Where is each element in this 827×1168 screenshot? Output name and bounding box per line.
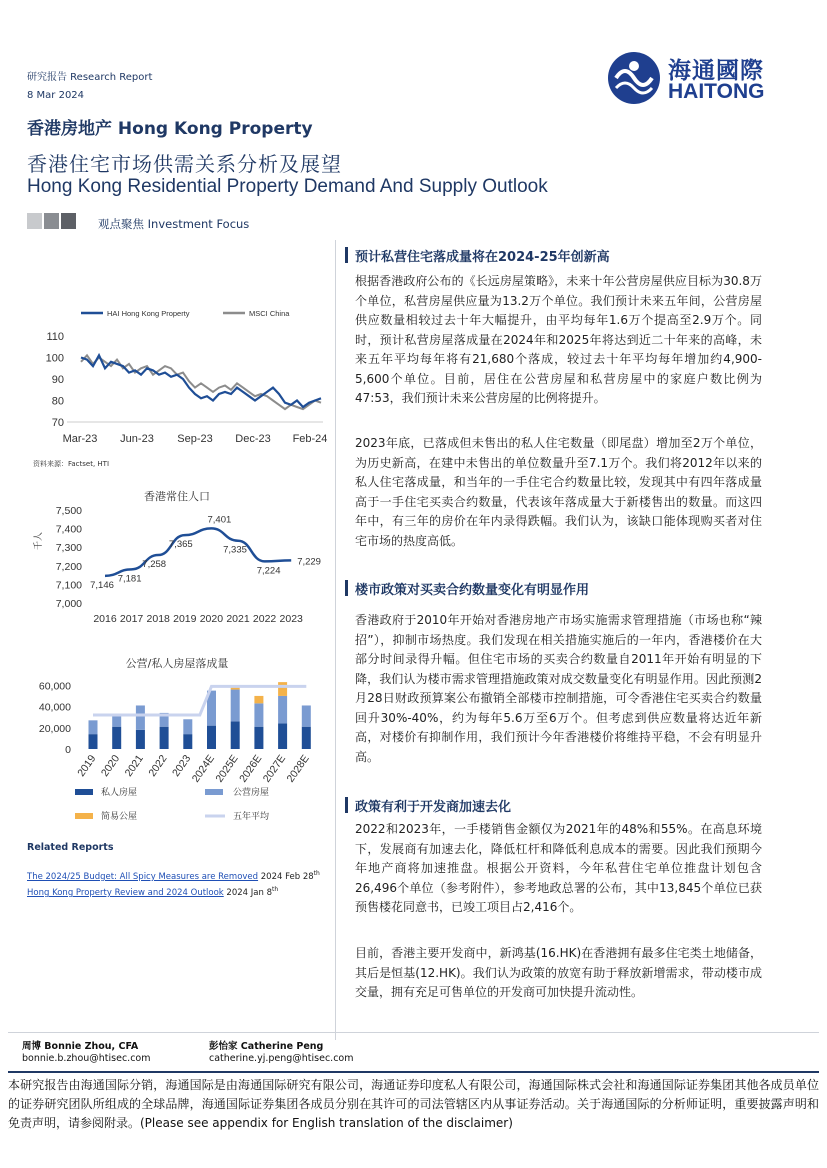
related-report-2-link[interactable]: Hong Kong Property Review and 2024 Outlook: [27, 887, 224, 898]
chart2-y-tick: 7,300: [55, 542, 82, 555]
chart2-ylabel: 千人: [34, 531, 44, 550]
chart3-y-ticks: [39, 680, 71, 756]
chart2-x-tick: 2020: [199, 613, 224, 625]
chart2-y-tick: 7,000: [55, 598, 82, 610]
author-rule: [8, 1032, 819, 1033]
bar-2019-私人房屋: [89, 734, 98, 749]
report-title-cn: 香港住宅市场供需关系分析及展望: [27, 152, 342, 176]
haitong-logo: [606, 50, 806, 106]
bar-2023-公营房屋: [183, 719, 192, 734]
bar-2027E-私人房屋: [278, 724, 287, 749]
chart1-y-tick: 110: [46, 331, 64, 343]
legend-public-swatch: [205, 789, 223, 795]
chart1-y-tick: 80: [51, 395, 64, 408]
legend-private-label: 私人房屋: [101, 788, 138, 798]
chart3-legend: [75, 786, 269, 822]
bar-2022-私人房屋: [160, 727, 169, 749]
chart3-x-tick: 2025E: [213, 752, 241, 785]
related-report-1-date: 2024 Feb 28: [258, 871, 314, 882]
chart2-x-tick: 2022: [252, 613, 277, 625]
bar-2021-公营房屋: [136, 705, 145, 729]
bar-2024E-私人房屋: [207, 726, 216, 749]
investment-focus-label: 观点聚焦 Investment Focus: [98, 217, 250, 231]
chart3-x-ticks: [75, 753, 312, 785]
focus-block-2: [44, 213, 59, 229]
chart1-x-tick: Sep-23: [177, 433, 213, 445]
legend-simple-label: 简易公屋: [101, 812, 138, 822]
chart3-x-tick: 2024E: [189, 752, 217, 785]
report-date: 8 Mar 2024: [27, 90, 85, 101]
haitong-logo-icon: [606, 50, 666, 106]
chart3-title: 公营/私人房屋落成量: [125, 657, 229, 670]
chart2-data-label: 7,181: [117, 573, 142, 585]
bar-2021-私人房屋: [136, 730, 145, 749]
section-1-bar: [345, 247, 348, 263]
related-reports-title: Related Reports: [27, 842, 114, 853]
author-2-email[interactable]: catherine.yj.peng@htisec.com: [209, 1053, 354, 1064]
chart1-x-tick: Feb-24: [292, 433, 328, 445]
chart2-x-tick: 2021: [226, 613, 250, 625]
chart2-x-tick: 2017: [119, 613, 144, 625]
disclaimer-text: 本研究报告由海通国际分销，海通国际是由海通国际研究有限公司，海通证券印度私人有限公司，海通国际株式会社和海通国际证券集团其他各成员单位的证券研究团队所组成的全球品牌，海通国际证券集团各成员分别在其许可的司法管辖区内从事证券活动。关于海通国际的分析师证明，重要披露声明和免责声明，请参阅附录。(Please see appendix for English translation of the disclaimer): [8, 1078, 819, 1130]
chart3-x-tick: 2019: [75, 752, 99, 779]
chart1-legend: [81, 309, 290, 318]
chart3-x-tick: 2022: [146, 752, 170, 779]
chart2-data-label: 7,335: [223, 544, 247, 556]
author-2-name: 彭怡家 Catherine Peng: [209, 1041, 324, 1052]
related-report-1-link[interactable]: The 2024/25 Budget: All Spicy Measures are Removed: [27, 871, 259, 882]
chart2-x-tick: 2023: [279, 613, 303, 625]
sector-title: 香港房地产 Hong Kong Property: [27, 119, 313, 139]
related-report-2: [27, 886, 278, 898]
section-3-para-1: 2022和2023年，一手楼销售金额仅为2021年的48%和55%。在高息环境下，发展商有加速去化，降低杠杆和降低利息成本的需要。因此我们预期今年地产商将加速推盘。根据公开资料，今年私营住宅单位推盘计划包含26,496个单位（参考附件），参考地政总署的公布，其中13,845个单位已获预售楼花同意书，已竣工项目占2,416个。: [355, 822, 762, 914]
bar-2023-私人房屋: [183, 734, 192, 749]
chart3-x-tick: 2027E: [260, 752, 289, 785]
bar-2026E-私人房屋: [254, 727, 263, 749]
disclaimer-rule: [8, 1071, 819, 1073]
related-report-2-date: 2024 Jan 8: [223, 887, 272, 898]
chart2-x-tick: 2016: [93, 613, 117, 625]
bar-2026E-简易公屋: [254, 696, 263, 703]
chart1-x-ticks: [63, 433, 328, 445]
chart1-x-tick: Mar-23: [62, 433, 98, 445]
chart3-x-tick: 2021: [122, 752, 146, 779]
section-1-heading: 预计私营住宅落成量将在2024-25年创新高: [355, 250, 610, 265]
bar-2027E-公营房屋: [278, 696, 287, 724]
chart2-data-label: 7,224: [256, 565, 281, 577]
chart3-y-tick: 60,000: [38, 680, 71, 693]
population-chart: [27, 484, 335, 628]
chart2-y-ticks: [56, 505, 82, 610]
chart3-y-tick: 0: [65, 744, 71, 756]
bar-2026E-公营房屋: [254, 703, 263, 726]
legend-simple-swatch: [75, 813, 93, 819]
chart1-y-ticks: [46, 331, 64, 429]
chart1-x-tick: Dec-23: [235, 433, 271, 445]
logo-cn: 海通國際: [668, 58, 764, 84]
chart2-data-label: 7,146: [90, 579, 114, 591]
chart3-y-tick: 40,000: [38, 701, 71, 714]
chart3-x-tick: 2020: [98, 752, 123, 779]
section-2-para-1: 香港政府于2010年开始对香港房地产市场实施需求管理措施（市场也称“辣招”），抑制市场热度。我们发现在相关措施实施后的一年内，香港楼价在大部分时间录得升幅。但住宅市场的买卖合约数量自2011年开始有明显的下降，我们认为楼市需求管理措施政策对成交数量变化有明显作用。因此预测2月28日财政预算案公布撤销全部楼市控制措施，可令香港住宅买卖合约数量回升30%-40%，约为每年5.6万至6万个。但考虑到供应数量将达近年新高，对楼价有抑制作用，我们预计今年香港楼价将维持平稳，不会有明显升高。: [355, 613, 762, 764]
section-2-bar: [345, 580, 348, 596]
legend-hai-label: HAI Hong Kong Property: [107, 309, 190, 318]
bar-2025E-公营房屋: [231, 690, 240, 722]
chart2-y-tick: 7,400: [55, 523, 82, 536]
chart3-x-tick: 2023: [170, 752, 194, 779]
chart2-y-tick: 7,200: [55, 560, 82, 573]
legend-msci-label: MSCI China: [249, 309, 290, 318]
chart2-title: 香港常住人口: [144, 490, 210, 503]
bar-2028E-公营房屋: [302, 705, 311, 726]
chart1-x-tick: Jun-23: [120, 433, 154, 445]
chart3-y-tick: 20,000: [38, 722, 71, 735]
hai-hk-property-line: [81, 355, 321, 407]
legend-average-label: 五年平均: [233, 812, 270, 822]
related-report-2-sup: th: [271, 886, 279, 893]
legend-private-swatch: [75, 789, 93, 795]
chart2-y-tick: 7,100: [55, 579, 82, 592]
bar-2020-私人房屋: [112, 727, 121, 749]
related-report-1: [27, 870, 320, 882]
chart2-data-label: 7,365: [168, 539, 193, 551]
section-3-bar: [345, 797, 348, 813]
chart3-x-tick: 2026E: [237, 752, 265, 785]
chart2-data-label: 7,229: [297, 556, 321, 568]
section-3-para-2: 目前，香港主要开发商中，新鸿基(16.HK)在香港拥有最多住宅类土地储备，其后是恒基(12.HK)。我们认为政策的放宽有助于释放新增需求，带动楼市成交量，拥有充足可售单位的开发商可加快提升流动性。: [355, 946, 762, 999]
chart2-data-label: 7,401: [207, 514, 232, 526]
bar-2027E-简易公屋: [278, 682, 287, 696]
report-title-en: Hong Kong Residential Property Demand And Supply Outlook: [27, 176, 548, 197]
section-1-para-1: 根据香港政府公布的《长远房屋策略》，未来十年公营房屋供应目标为30.8万个单位，私营房屋供应量为13.2万个单位。我们预计未来五年间，公营房屋供应数量相较过去十年大幅提升，由平均每年1.6万个提高至2.9万个。同时，预计私营房屋落成量在2024年和2025年将达到近二十年来的高峰，未来五年平均每年将有21,680个落成，较过去十年平均每年增加约4,900-5,600个单位。目前，居住在公营房屋和私营房屋中的家庭户数比例为47:53，我们预计未来公营房屋的比例将提升。: [355, 274, 762, 405]
chart1-y-tick: 90: [51, 374, 64, 386]
chart1-y-tick: 70: [51, 417, 64, 429]
chart2-x-tick: 2019: [173, 613, 197, 625]
section-3-heading: 政策有利于开发商加速去化: [355, 800, 512, 815]
report-type: 研究报告 Research Report: [27, 72, 153, 83]
chart3-x-tick: 2028E: [284, 752, 312, 785]
bar-2025E-私人房屋: [231, 721, 240, 749]
chart2-y-tick: 7,500: [55, 505, 82, 517]
chart1-y-tick: 100: [45, 352, 64, 365]
section-2-heading: 楼市政策对买卖合约数量变化有明显作用: [355, 583, 590, 598]
five-year-average-line: [93, 686, 306, 715]
stock-performance-chart: [27, 300, 335, 470]
bar-2019-公营房屋: [89, 720, 98, 734]
bar-2028E-私人房屋: [302, 727, 311, 749]
chart2-data-labels: [90, 514, 321, 590]
legend-public-label: 公营房屋: [233, 788, 270, 798]
housing-completion-chart: [27, 650, 335, 830]
related-report-1-sup: th: [313, 870, 320, 877]
focus-block-1: [27, 213, 42, 229]
chart2-x-tick: 2018: [146, 613, 170, 625]
column-divider: [335, 240, 336, 1040]
logo-en: HAITONG: [668, 80, 765, 103]
author-1-name: 周博 Bonnie Zhou, CFA: [22, 1041, 139, 1052]
focus-block-3: [61, 213, 76, 229]
section-1-para-2: 2023年底，已落成但未售出的私人住宅数量（即尾盘）增加至2万个单位，为历史新高，在建中未售出的单位数量升至7.1万个。我们将2012年以来的私人住宅落成量，和当年的一手住宅合约数量比较，发现其中有四年落成量高于一手住宅买卖合约数量，代表该年落成量大于新楼售出的数量。而这四年中，有三年的房价在年内录得跌幅。我们认为，该缺口能体现购买者对住宅市场的热度高低。: [355, 436, 762, 548]
chart2-data-label: 7,258: [142, 559, 167, 571]
chart1-source: 资料来源：Factset, HTI: [33, 460, 110, 468]
author-1-email[interactable]: bonnie.b.zhou@htisec.com: [22, 1053, 151, 1064]
chart2-x-ticks: [93, 613, 303, 625]
